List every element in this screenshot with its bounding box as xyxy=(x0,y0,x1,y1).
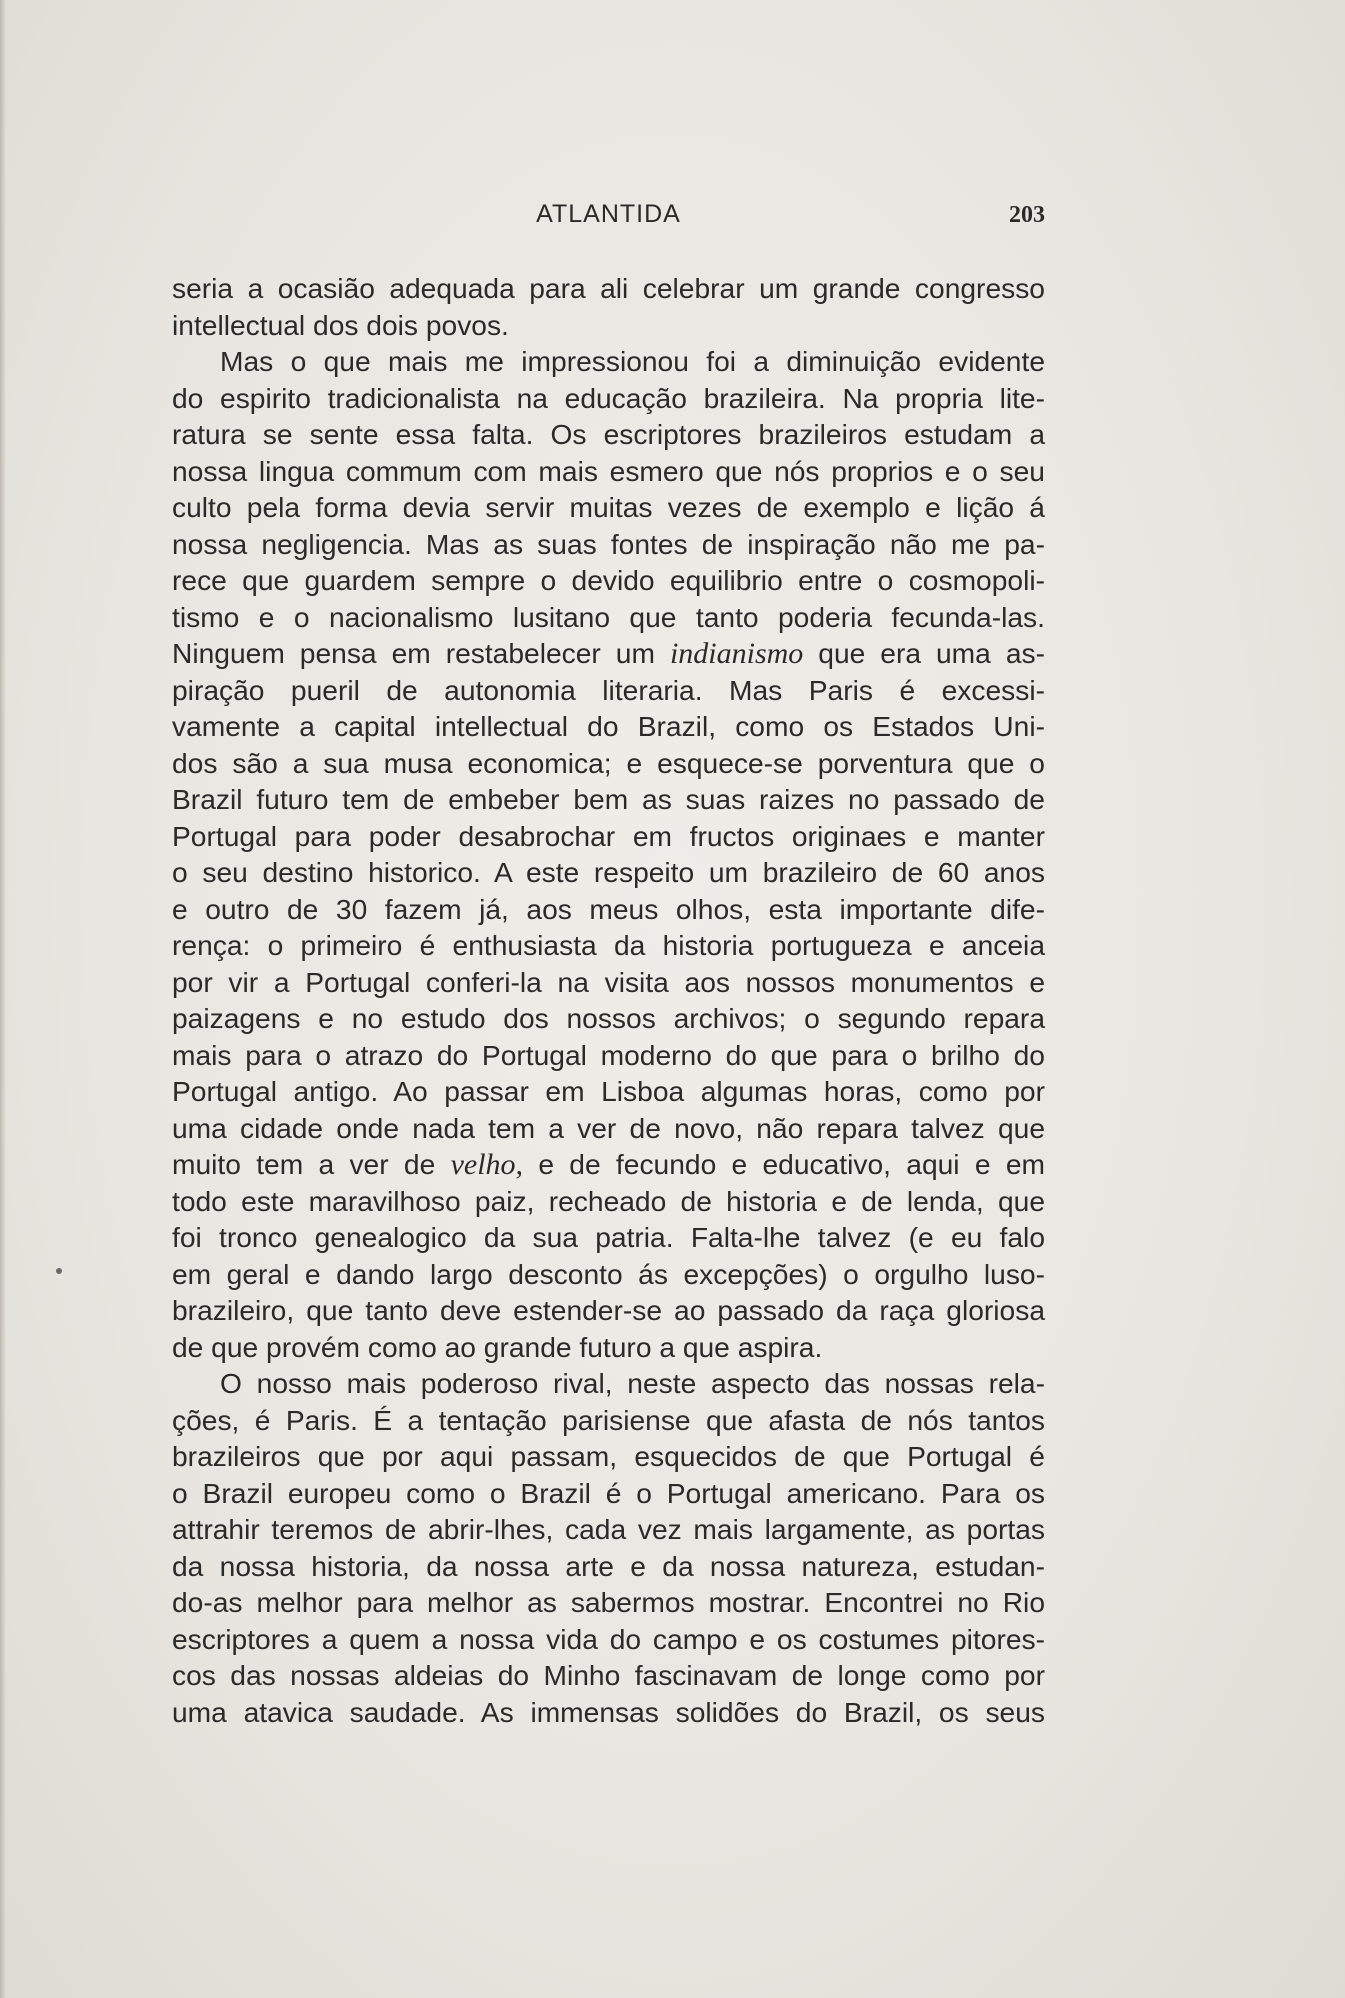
text-segment: Portugal antigo. Ao passar em Lisboa algumas horas, como por xyxy=(172,1075,1045,1107)
text-segment: e de fecundo e educativo, aqui e em xyxy=(538,1148,1045,1180)
text-segment: paizagens e no estudo dos nossos archivos; o segundo repara xyxy=(172,1002,1045,1034)
text-segment: Mas o que mais me impressionou foi a diminuição evidente xyxy=(220,345,1045,377)
text-segment: O nosso mais poderoso rival, neste aspecto das nossas rela- xyxy=(220,1367,1045,1399)
text-segment: que era uma as- xyxy=(818,637,1045,669)
text-line xyxy=(172,599,1045,636)
text-line xyxy=(172,380,1045,417)
text-segment: brazileiro, que tanto deve estender-se ao passado da raça gloriosa xyxy=(172,1294,1045,1326)
text-line xyxy=(172,964,1045,1001)
text-line xyxy=(172,453,1045,490)
text-segment: do-as melhor para melhor as sabermos mostrar. Encontrei no Rio xyxy=(172,1586,1045,1618)
page-number: 203 xyxy=(1009,202,1045,228)
running-title: ATLANTIDA xyxy=(536,200,681,228)
text-segment: da nossa historia, da nossa arte e da nossa natureza, estudan- xyxy=(172,1549,1045,1582)
text-segment: ratura se sente essa falta. Os escriptores brazileiros estudam a xyxy=(172,418,1045,450)
text-line xyxy=(172,307,1045,344)
text-line xyxy=(172,635,1045,672)
text-line xyxy=(172,854,1045,891)
text-line xyxy=(172,708,1045,745)
text-segment: muito tem a ver de xyxy=(172,1148,436,1180)
text-line xyxy=(172,1365,1045,1402)
text-line xyxy=(172,1548,1045,1585)
text-segment: rece que guardem sempre o devido equilibrio entre o cosmopoli- xyxy=(172,564,1045,596)
text-line xyxy=(172,1657,1045,1694)
text-segment: de que provém como ao grande futuro a que aspira. xyxy=(172,1330,823,1363)
text-line xyxy=(172,1073,1045,1110)
text-line xyxy=(172,416,1045,453)
text-segment: mais para o atrazo do Portugal moderno do que para o brilho do xyxy=(172,1038,1045,1071)
text-segment: dos são a sua musa economica; e esquece-se porventura que o xyxy=(172,746,1045,779)
text-segment: Brazil futuro tem de embeber bem as suas raizes no passado de xyxy=(172,783,1045,815)
page-edge-shadow xyxy=(0,0,6,1998)
text-line xyxy=(172,562,1045,599)
text-segment: attrahir teremos de abrir-lhes, cada vez mais largamente, as portas xyxy=(172,1513,1045,1545)
text-line xyxy=(172,891,1045,928)
text-line xyxy=(172,1110,1045,1147)
text-segment: uma cidade onde nada tem a ver de novo, não repara talvez que xyxy=(172,1111,1045,1144)
text-segment: tismo e o nacionalismo lusitano que tanto poderia fecunda-las. xyxy=(172,600,1045,633)
text-line xyxy=(172,1475,1045,1512)
text-line xyxy=(172,1183,1045,1220)
text-line xyxy=(172,1292,1045,1329)
text-segment: intellectual dos dois povos. xyxy=(172,308,509,341)
text-line xyxy=(172,1438,1045,1475)
text-line xyxy=(172,489,1045,526)
text-line xyxy=(172,270,1045,307)
text-segment: rença: o primeiro é enthusiasta da historia portugueza e anceia xyxy=(172,929,1045,961)
ink-speck xyxy=(56,1268,62,1274)
text-segment: brazileiros que por aqui passam, esquecidos de que Portugal é xyxy=(172,1440,1045,1472)
text-line xyxy=(172,1037,1045,1074)
text-line xyxy=(172,1621,1045,1658)
text-segment: uma atavica saudade. As immensas solidões do Brazil, os seus xyxy=(172,1695,1045,1728)
text-line xyxy=(172,927,1045,964)
text-segment: o Brazil europeu como o Brazil é o Portugal americano. Para os xyxy=(172,1476,1045,1509)
text-line xyxy=(172,526,1045,563)
text-segment: e outro de 30 fazem já, aos meus olhos, esta importante dife- xyxy=(172,892,1045,925)
text-segment: em geral e dando largo desconto ás excepções) o orgulho luso- xyxy=(172,1257,1045,1290)
text-segment: por vir a Portugal conferi-la na visita aos nossos monumentos e xyxy=(172,965,1045,998)
italic-word: indianismo xyxy=(669,637,804,670)
text-segment: seria a ocasião adequada para ali celebrar um grande congresso xyxy=(172,272,1045,304)
text-segment: ções, é Paris. É a tentação parisiense que afasta de nós tantos xyxy=(172,1403,1045,1436)
text-line xyxy=(172,1329,1045,1366)
body-text xyxy=(172,270,1045,1730)
text-line xyxy=(172,1219,1045,1256)
text-line xyxy=(172,1584,1045,1621)
text-segment: do espirito tradicionalista na educação brazileira. Na propria lite- xyxy=(172,381,1045,414)
page-header xyxy=(172,200,1045,236)
text-line xyxy=(172,1146,1045,1183)
text-segment: vamente a capital intellectual do Brazil, como os Estados Uni- xyxy=(172,710,1045,742)
italic-word: velho, xyxy=(450,1148,524,1181)
text-line xyxy=(172,1694,1045,1731)
text-line xyxy=(172,343,1045,380)
text-line xyxy=(172,1402,1045,1439)
text-segment: Portugal para poder desabrochar em fructos originaes e manter xyxy=(172,819,1045,852)
text-segment: cos das nossas aldeias do Minho fascinavam de longe como por xyxy=(172,1659,1045,1691)
text-line xyxy=(172,818,1045,855)
text-segment: todo este maravilhoso paiz, recheado de historia e de lenda, que xyxy=(172,1184,1045,1217)
text-line xyxy=(172,1000,1045,1037)
text-segment: escriptores a quem a nossa vida do campo e os costumes pitores- xyxy=(172,1622,1045,1655)
text-line xyxy=(172,1511,1045,1548)
text-line xyxy=(172,1256,1045,1293)
text-segment: piração pueril de autonomia literaria. Mas Paris é excessi- xyxy=(172,673,1045,706)
text-segment: Ninguem pensa em restabelecer um xyxy=(172,637,655,669)
text-line xyxy=(172,672,1045,709)
text-segment: nossa lingua commum com mais esmero que nós proprios e o seu xyxy=(172,454,1045,487)
text-segment: culto pela forma devia servir muitas vezes de exemplo e lição á xyxy=(172,491,1045,523)
text-line xyxy=(172,781,1045,818)
text-segment: nossa negligencia. Mas as suas fontes de inspiração não me pa- xyxy=(172,527,1045,560)
text-segment: foi tronco genealogico da sua patria. Falta-lhe talvez (e eu falo xyxy=(172,1221,1045,1253)
text-segment: o seu destino historico. A este respeito um brazileiro de 60 anos xyxy=(172,856,1045,888)
text-line xyxy=(172,745,1045,782)
